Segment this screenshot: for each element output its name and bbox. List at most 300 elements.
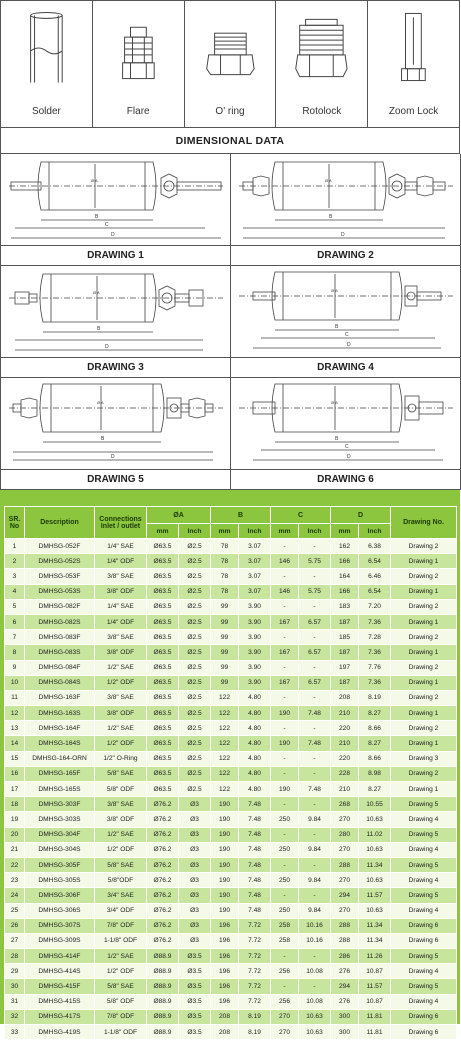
cell-d-inch: 8.27 [359, 736, 391, 751]
cell-a-mm: Ø63.5 [147, 766, 179, 781]
dim-d-label: D [347, 454, 351, 460]
cell-c-inch: 6.57 [299, 614, 331, 629]
cell-c-inch: 7.48 [299, 706, 331, 721]
cell-c-inch: 10.63 [299, 1009, 331, 1024]
dim-b-label: B [97, 326, 101, 332]
cell-a-inch: Ø2.5 [179, 630, 211, 645]
cell-c-mm: - [271, 599, 299, 614]
cell-a-mm: Ø76.2 [147, 903, 179, 918]
table-row [5, 675, 457, 690]
cell-description: DMHSG-303S [25, 812, 95, 827]
cell-b-inch: 4.80 [239, 751, 271, 766]
cell-d-mm: 187 [331, 614, 359, 629]
cell-a-mm: Ø63.5 [147, 645, 179, 660]
header-a-mm: mm [147, 524, 179, 539]
cell-b-inch: 7.48 [239, 903, 271, 918]
cell-c-mm: - [271, 660, 299, 675]
cell-b-inch: 7.72 [239, 949, 271, 964]
header-c: C [271, 507, 331, 524]
table-row [5, 539, 457, 554]
table-row [5, 812, 457, 827]
cell-connection: 5/8" SAE [95, 857, 147, 872]
cell-c-mm: 167 [271, 645, 299, 660]
cell-b-mm: 99 [211, 675, 239, 690]
cell-c-mm: 250 [271, 903, 299, 918]
cell-c-mm: 190 [271, 706, 299, 721]
cell-a-inch: Ø3 [179, 827, 211, 842]
table-row [5, 1025, 457, 1040]
table-row [5, 660, 457, 675]
cell-d-mm: 210 [331, 782, 359, 797]
cell-a-mm: Ø88.9 [147, 994, 179, 1009]
table-row [5, 584, 457, 599]
cell-a-mm: Ø63.5 [147, 782, 179, 797]
dim-d-label: D [111, 454, 115, 460]
cell-connection: 1/2" ODF [95, 736, 147, 751]
dimensional-data-title: DIMENSIONAL DATA [0, 128, 460, 154]
cell-c-inch: - [299, 599, 331, 614]
cell-connection: 5/8" SAE [95, 766, 147, 781]
cell-a-inch: Ø2.5 [179, 751, 211, 766]
cell-d-mm: 276 [331, 964, 359, 979]
cell-d-mm: 288 [331, 933, 359, 948]
cell-description: DMHSG-307S [25, 918, 95, 933]
cell-connection: 1/4" ODF [95, 614, 147, 629]
drawing-3-diagram [5, 268, 227, 356]
cell-c-mm: - [271, 569, 299, 584]
cell-b-mm: 190 [211, 842, 239, 857]
cell-d-mm: 185 [331, 630, 359, 645]
cell-sr-no: 19 [5, 812, 25, 827]
cell-a-inch: Ø3 [179, 857, 211, 872]
cell-description: DMHSG-053S [25, 584, 95, 599]
cell-d-inch: 7.36 [359, 614, 391, 629]
cell-sr-no: 23 [5, 873, 25, 888]
cell-connection: 5/8" ODF [95, 994, 147, 1009]
cell-c-mm: 250 [271, 812, 299, 827]
cell-a-mm: Ø76.2 [147, 857, 179, 872]
cell-b-mm: 196 [211, 979, 239, 994]
cell-a-inch: Ø2.5 [179, 721, 211, 736]
drawing-6-diagram [235, 380, 457, 468]
table-row [5, 797, 457, 812]
cell-sr-no: 24 [5, 888, 25, 903]
cell-drawing-no: Drawing 5 [391, 857, 457, 872]
cell-d-mm: 288 [331, 857, 359, 872]
header-d-mm: mm [331, 524, 359, 539]
cell-a-inch: Ø3 [179, 842, 211, 857]
cell-drawing-no: Drawing 5 [391, 888, 457, 903]
cell-b-inch: 7.72 [239, 918, 271, 933]
cell-connection: 3/8" ODF [95, 584, 147, 599]
dim-b-label: B [101, 436, 105, 442]
cell-a-inch: Ø2.5 [179, 645, 211, 660]
cell-a-inch: Ø3.5 [179, 1009, 211, 1024]
cell-a-inch: Ø2.5 [179, 599, 211, 614]
header-d: D [331, 507, 391, 524]
cell-sr-no: 6 [5, 614, 25, 629]
cell-b-mm: 99 [211, 630, 239, 645]
header-sr: SR. No [5, 507, 25, 539]
cell-c-inch: 5.75 [299, 584, 331, 599]
cell-connection: 3/8" ODF [95, 645, 147, 660]
cell-sr-no: 30 [5, 979, 25, 994]
cell-drawing-no: Drawing 2 [391, 690, 457, 705]
cell-c-inch: - [299, 797, 331, 812]
cell-drawing-no: Drawing 1 [391, 706, 457, 721]
cell-connection: 3/8" SAE [95, 690, 147, 705]
dim-d-label: D [105, 344, 109, 350]
cell-c-mm: - [271, 797, 299, 812]
cell-a-inch: Ø2.5 [179, 660, 211, 675]
cell-description: DMHSG-304S [25, 842, 95, 857]
cell-d-mm: 166 [331, 554, 359, 569]
cell-b-inch: 4.80 [239, 721, 271, 736]
dim-a-label: Ø A [97, 400, 104, 405]
cell-connection: 1-1/8" ODF [95, 933, 147, 948]
cell-b-inch: 8.19 [239, 1025, 271, 1040]
cell-description: DMHSG-163S [25, 706, 95, 721]
cell-c-mm: 250 [271, 842, 299, 857]
cell-a-inch: Ø2.5 [179, 675, 211, 690]
cell-c-inch: 9.84 [299, 903, 331, 918]
table-row [5, 599, 457, 614]
cell-a-mm: Ø63.5 [147, 569, 179, 584]
cell-b-mm: 190 [211, 873, 239, 888]
drawing-caption: DRAWING 1 [1, 245, 230, 265]
cell-d-inch: 7.20 [359, 599, 391, 614]
cell-a-inch: Ø3 [179, 918, 211, 933]
cell-b-inch: 4.80 [239, 766, 271, 781]
cell-sr-no: 32 [5, 1009, 25, 1024]
cell-c-mm: - [271, 979, 299, 994]
connection-label: O' ring [215, 106, 245, 117]
cell-c-mm: 146 [271, 554, 299, 569]
cell-d-inch: 10.55 [359, 797, 391, 812]
table-row [5, 645, 457, 660]
drawing-1 [1, 154, 231, 266]
cell-b-inch: 7.48 [239, 827, 271, 842]
cell-d-inch: 7.36 [359, 645, 391, 660]
cell-description: DMHSG-163F [25, 690, 95, 705]
cell-c-inch: - [299, 660, 331, 675]
cell-a-inch: Ø2.5 [179, 584, 211, 599]
cell-b-inch: 3.07 [239, 554, 271, 569]
cell-d-mm: 280 [331, 827, 359, 842]
cell-c-inch: 9.84 [299, 842, 331, 857]
cell-c-mm: - [271, 827, 299, 842]
dim-c-label: C [105, 222, 109, 228]
table-row [5, 782, 457, 797]
cell-description: DMHSG-052S [25, 554, 95, 569]
cell-sr-no: 15 [5, 751, 25, 766]
cell-b-mm: 122 [211, 736, 239, 751]
header-b-inch: Inch [239, 524, 271, 539]
cell-c-inch: - [299, 888, 331, 903]
cell-a-mm: Ø76.2 [147, 888, 179, 903]
cell-description: DMHSG-414S [25, 964, 95, 979]
cell-c-mm: 270 [271, 1025, 299, 1040]
cell-sr-no: 25 [5, 903, 25, 918]
cell-b-mm: 99 [211, 599, 239, 614]
cell-d-inch: 11.81 [359, 1025, 391, 1040]
cell-sr-no: 26 [5, 918, 25, 933]
cell-d-inch: 8.27 [359, 782, 391, 797]
cell-description: DMHSG-304F [25, 827, 95, 842]
cell-c-inch: 10.08 [299, 994, 331, 1009]
cell-sr-no: 2 [5, 554, 25, 569]
cell-drawing-no: Drawing 6 [391, 1025, 457, 1040]
connection-label: Flare [126, 106, 150, 117]
cell-a-mm: Ø63.5 [147, 554, 179, 569]
cell-sr-no: 31 [5, 994, 25, 1009]
table-row [5, 721, 457, 736]
drawing-6 [231, 378, 461, 490]
cell-a-inch: Ø3.5 [179, 1025, 211, 1040]
cell-a-mm: Ø63.5 [147, 539, 179, 554]
cell-b-mm: 122 [211, 751, 239, 766]
cell-sr-no: 33 [5, 1025, 25, 1040]
drawing-3 [1, 266, 231, 378]
cell-b-inch: 3.90 [239, 614, 271, 629]
drawings-grid [0, 154, 460, 490]
cell-description: DMHSG-083F [25, 630, 95, 645]
cell-d-mm: 300 [331, 1025, 359, 1040]
cell-connection: 1/2" ODF [95, 964, 147, 979]
cell-a-mm: Ø63.5 [147, 599, 179, 614]
cell-b-mm: 122 [211, 721, 239, 736]
cell-a-mm: Ø63.5 [147, 584, 179, 599]
cell-description: DMHSG-082F [25, 599, 95, 614]
cell-c-mm: - [271, 766, 299, 781]
cell-sr-no: 28 [5, 949, 25, 964]
cell-c-inch: 7.48 [299, 782, 331, 797]
cell-b-mm: 196 [211, 949, 239, 964]
connection-flare [93, 1, 185, 127]
table-row [5, 569, 457, 584]
cell-sr-no: 9 [5, 660, 25, 675]
cell-description: DMHSG-415S [25, 994, 95, 1009]
cell-d-mm: 270 [331, 903, 359, 918]
cell-connection: 3/8" ODF [95, 812, 147, 827]
cell-a-inch: Ø2.5 [179, 569, 211, 584]
cell-drawing-no: Drawing 4 [391, 812, 457, 827]
rotolock-fitting-icon [276, 5, 367, 89]
header-a: ØA [147, 507, 211, 524]
cell-d-mm: 210 [331, 706, 359, 721]
cell-connection: 1/4" SAE [95, 539, 147, 554]
cell-c-inch: 10.16 [299, 918, 331, 933]
cell-drawing-no: Drawing 2 [391, 721, 457, 736]
cell-description: DMHSG-306S [25, 903, 95, 918]
table-row [5, 979, 457, 994]
cell-description: DMHSG-084F [25, 660, 95, 675]
cell-description: DMHSG-417S [25, 1009, 95, 1024]
cell-a-mm: Ø76.2 [147, 827, 179, 842]
cell-sr-no: 22 [5, 857, 25, 872]
cell-c-mm: 146 [271, 584, 299, 599]
table-row [5, 827, 457, 842]
cell-a-inch: Ø2.5 [179, 766, 211, 781]
cell-connection: 1/4" SAE [95, 599, 147, 614]
cell-description: DMHSG-305F [25, 857, 95, 872]
cell-drawing-no: Drawing 6 [391, 1009, 457, 1024]
dim-b-label: B [335, 324, 339, 330]
cell-b-mm: 190 [211, 827, 239, 842]
cell-drawing-no: Drawing 1 [391, 675, 457, 690]
cell-d-inch: 10.87 [359, 964, 391, 979]
table-row [5, 949, 457, 964]
cell-a-mm: Ø88.9 [147, 979, 179, 994]
cell-c-mm: - [271, 888, 299, 903]
cell-b-inch: 8.19 [239, 1009, 271, 1024]
cell-d-inch: 10.63 [359, 812, 391, 827]
cell-c-inch: - [299, 766, 331, 781]
cell-a-mm: Ø63.5 [147, 675, 179, 690]
solder-fitting-icon [1, 5, 92, 89]
table-row [5, 964, 457, 979]
header-c-inch: Inch [299, 524, 331, 539]
cell-a-inch: Ø3 [179, 812, 211, 827]
specification-table [4, 506, 457, 1040]
cell-b-inch: 4.80 [239, 736, 271, 751]
cell-drawing-no: Drawing 2 [391, 766, 457, 781]
cell-a-mm: Ø88.9 [147, 964, 179, 979]
cell-a-inch: Ø3 [179, 888, 211, 903]
cell-drawing-no: Drawing 4 [391, 903, 457, 918]
table-row [5, 751, 457, 766]
cell-b-mm: 122 [211, 690, 239, 705]
cell-c-mm: 190 [271, 782, 299, 797]
cell-d-inch: 11.57 [359, 979, 391, 994]
cell-b-inch: 7.72 [239, 964, 271, 979]
cell-d-mm: 183 [331, 599, 359, 614]
cell-drawing-no: Drawing 5 [391, 949, 457, 964]
cell-b-inch: 7.72 [239, 994, 271, 1009]
cell-c-mm: - [271, 721, 299, 736]
cell-a-mm: Ø63.5 [147, 660, 179, 675]
cell-description: DMHSG-164-ORN [25, 751, 95, 766]
cell-c-mm: 250 [271, 873, 299, 888]
header-description: Description [25, 507, 95, 539]
cell-a-mm: Ø76.2 [147, 933, 179, 948]
cell-b-mm: 190 [211, 903, 239, 918]
cell-description: DMHSG-082S [25, 614, 95, 629]
cell-connection: 7/8" ODF [95, 918, 147, 933]
cell-d-inch: 11.57 [359, 888, 391, 903]
cell-d-inch: 6.46 [359, 569, 391, 584]
cell-c-mm: 270 [271, 1009, 299, 1024]
cell-drawing-no: Drawing 4 [391, 994, 457, 1009]
dim-d-label: D [347, 342, 351, 348]
cell-c-inch: - [299, 979, 331, 994]
cell-c-mm: 256 [271, 994, 299, 1009]
cell-a-mm: Ø88.9 [147, 949, 179, 964]
cell-b-mm: 99 [211, 660, 239, 675]
cell-c-mm: 258 [271, 918, 299, 933]
cell-connection: 3/8" SAE [95, 630, 147, 645]
cell-a-inch: Ø3 [179, 797, 211, 812]
cell-a-inch: Ø3.5 [179, 979, 211, 994]
cell-drawing-no: Drawing 1 [391, 614, 457, 629]
cell-sr-no: 21 [5, 842, 25, 857]
table-row [5, 933, 457, 948]
cell-sr-no: 17 [5, 782, 25, 797]
oring-fitting-icon [185, 5, 276, 89]
cell-c-mm: - [271, 857, 299, 872]
drawing-caption: DRAWING 3 [1, 357, 230, 377]
cell-d-mm: 300 [331, 1009, 359, 1024]
cell-sr-no: 13 [5, 721, 25, 736]
cell-c-inch: 6.57 [299, 675, 331, 690]
table-row [5, 706, 457, 721]
cell-d-mm: 164 [331, 569, 359, 584]
cell-b-inch: 7.48 [239, 888, 271, 903]
cell-connection: 1/2" SAE [95, 721, 147, 736]
cell-description: DMHSG-164F [25, 721, 95, 736]
cell-a-mm: Ø63.5 [147, 630, 179, 645]
table-row [5, 690, 457, 705]
specification-table-panel [0, 490, 460, 1036]
cell-b-mm: 78 [211, 539, 239, 554]
cell-d-mm: 268 [331, 797, 359, 812]
cell-d-mm: 228 [331, 766, 359, 781]
cell-d-inch: 8.66 [359, 751, 391, 766]
cell-b-mm: 99 [211, 614, 239, 629]
connection-label: Rotolock [302, 106, 342, 117]
drawing-caption: DRAWING 4 [231, 357, 460, 377]
dim-b-label: B [95, 214, 99, 220]
dim-a-label: Ø A [91, 178, 98, 183]
cell-sr-no: 8 [5, 645, 25, 660]
cell-a-mm: Ø76.2 [147, 842, 179, 857]
cell-d-inch: 8.66 [359, 721, 391, 736]
connection-rotolock [276, 1, 368, 127]
cell-c-mm: - [271, 630, 299, 645]
cell-drawing-no: Drawing 2 [391, 660, 457, 675]
cell-d-mm: 270 [331, 842, 359, 857]
cell-connection: 1/2" ODF [95, 675, 147, 690]
connection-zoomlock [368, 1, 460, 127]
cell-a-inch: Ø2.5 [179, 539, 211, 554]
cell-a-inch: Ø3 [179, 903, 211, 918]
dim-d-label: D [341, 232, 345, 238]
cell-description: DMHSG-052F [25, 539, 95, 554]
dim-a-label: Ø A [325, 178, 332, 183]
cell-drawing-no: Drawing 2 [391, 539, 457, 554]
cell-d-inch: 11.34 [359, 918, 391, 933]
cell-d-inch: 6.38 [359, 539, 391, 554]
cell-c-mm: - [271, 949, 299, 964]
drawing-1-diagram [5, 156, 227, 244]
cell-description: DMHSG-414F [25, 949, 95, 964]
cell-a-inch: Ø3.5 [179, 949, 211, 964]
cell-c-inch: - [299, 690, 331, 705]
cell-b-mm: 122 [211, 706, 239, 721]
cell-b-mm: 196 [211, 918, 239, 933]
table-row [5, 903, 457, 918]
table-row [5, 888, 457, 903]
cell-drawing-no: Drawing 6 [391, 933, 457, 948]
cell-connection: 3/8" SAE [95, 797, 147, 812]
cell-a-inch: Ø2.5 [179, 614, 211, 629]
cell-b-inch: 7.48 [239, 797, 271, 812]
drawing-caption: DRAWING 6 [231, 469, 460, 489]
cell-connection: 3/8" SAE [95, 569, 147, 584]
cell-sr-no: 4 [5, 584, 25, 599]
cell-drawing-no: Drawing 4 [391, 964, 457, 979]
cell-c-mm: - [271, 751, 299, 766]
